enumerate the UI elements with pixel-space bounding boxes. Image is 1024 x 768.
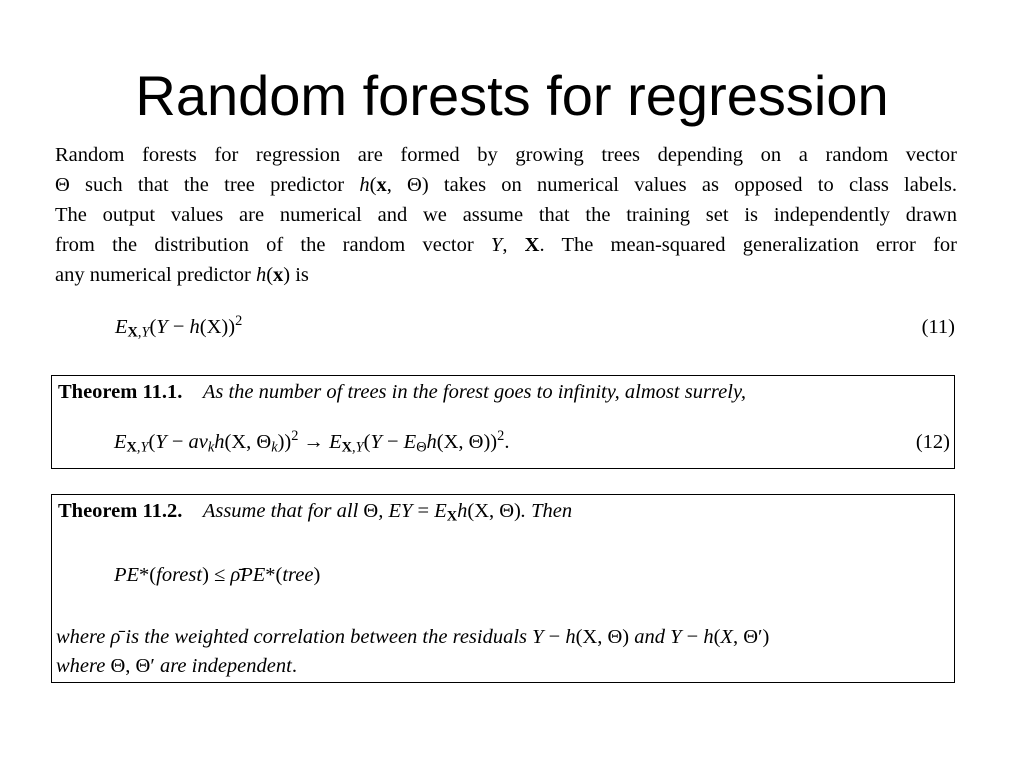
theorem-11-2-box [51,494,955,683]
intro-line-5: any numerical predictor h(x) is [55,264,309,286]
intro-line-1: Random forests for regression are formed by growing trees depending on a random vector [55,144,957,166]
equation-11 [115,312,955,342]
intro-paragraph [55,140,957,290]
theorem-11-1-equation [114,428,952,456]
theorem-11-2-note-line-2: where Θ, Θ′ are independent. [56,655,297,677]
intro-line-4: from the distribution of the random vector Y, X. The mean-squared generalization error for [55,234,958,256]
theorem-11-2-inequality: PE*(forest) ≤ ρ̄PE*(tree) [114,564,321,586]
theorem-11-2-note-line-1: where ρ̄ is the weighted correlation between the residuals Y − h(X, Θ) and Y − h(X, Θ′) [56,626,770,648]
equation-12-expression: $E_{X,Y}(Y - av_kh(X$, $\Theta_k))^2 \to E_{X,Y}(Y - E_\Theta h(X$, Θ))$^2$. [114,428,510,456]
theorem-11-1-statement: As the number of trees in the forest goes to infinity, almost surrely, [202,381,747,403]
theorem-11-1-heading: Theorem 11.1. [58,381,183,403]
theorem-11-2-statement-line [58,497,572,525]
equation-11-expression: $E_{X,Y}(Y - h(X))^2$ [115,313,243,341]
intro-line-3: The output values are numerical and we assume that the training set is independently drawn [55,204,957,226]
intro-line-2: Θ such that the tree predictor h(x, Θ) takes on numerical values as opposed to class labels. [55,174,957,196]
equation-11-number: (11) [921,316,955,338]
theorem-11-2-heading: Theorem 11.2. [58,500,183,522]
slide-title: Random forests for regression [135,64,889,127]
theorem-11-1-box [51,375,955,469]
equation-12-number: (12) [915,431,950,453]
theorem-11-2-statement: Assume that for all Θ, EY = $E_Xh(X$, Θ). Then [202,500,573,525]
theorem-11-1-statement-line [58,378,746,406]
